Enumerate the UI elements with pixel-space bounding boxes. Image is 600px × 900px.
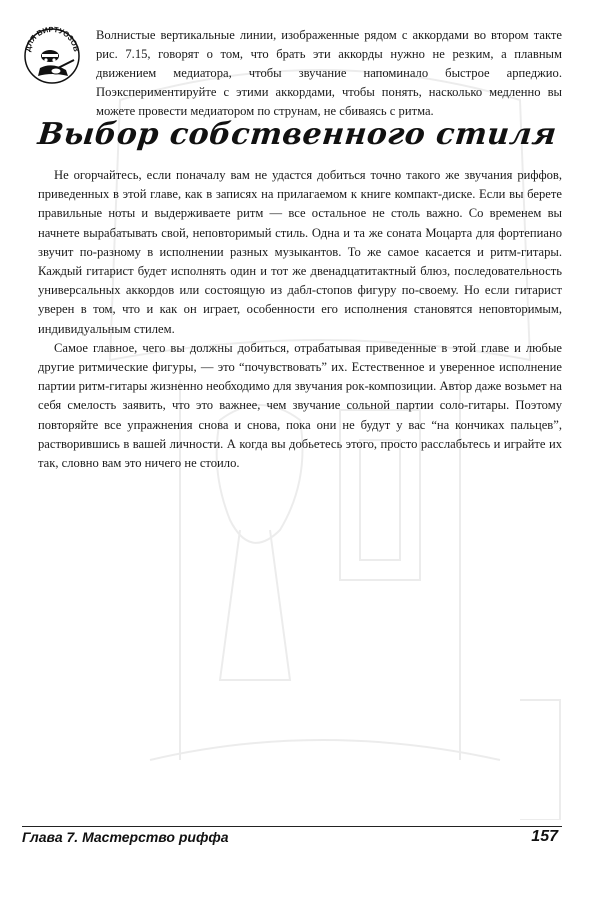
footer-chapter-title: Глава 7. Мастерство риффа [22,829,229,845]
section-title: Выбор собственного стиля [36,117,559,152]
body-paragraph: Самое главное, чего вы должны добиться, отрабатывая приведенные в этой главе и любые другие ритмические фигуры, — это “почувствовать” их. Естественное и уверенное исполнение партии ритм-гитары жизненно необходимо для звучания рок-композиции. Автор даже возьмет на себя смелость заявить, что это важнее, чем звучание сольной партии соло-гитары. Поэтому повторяйте все упражнения снова и снова, пока они не будут у вас “на кончиках пальцев”, растворившись в вашей личности. А когда вы добьетесь этого, просто расслабьтесь и играйте их так, словно вам это ничего не стоило. [38,340,562,471]
badge-label: ДЛЯ ВИРТУОЗОВ [23,24,81,53]
body-text [38,166,562,473]
footer-rule [22,826,562,827]
note-text: Волнистые вертикальные линии, изображенные рядом с аккордами во втором такте рис. 7.15, говорят о том, что брать эти аккорды нужно не резким, а плавным движением медиатора, чтобы звучание напоминало быстрое арпеджио. Поэкспериментируйте с этими аккордами, чтобы понять, насколько медленно вы можете провести медиатором по струнам, не сбиваясь с ритма. [96,28,562,118]
virtuoso-badge-icon [22,24,82,86]
sidebar-note [96,26,562,121]
page-number: 157 [531,828,558,845]
body-paragraph: Не огорчайтесь, если поначалу вам не удастся добиться точно такого же звучания риффов, приведенных в этой главе, как в записях на прилагаемом к книге компакт-диске. Если вы берете правильные ноты и выдерживаете ритм — все остальное не столь важно. Со временем вы начнете вырабатывать свой, неповторимый стиль. Одна и та же соната Моцарта для фортепиано звучит по-разному в исполнении разных музыкантов. То же самое касается и ритм-гитары. Каждый гитарист будет исполнять один и тот же двенадцатитактный блюз, последовательность универсальных аккордов или состоящую из дабл-стопов фигуру по-своему. Но если гитарист уверен в том, что и как он играет, особенности его исполнения становятся неповторимым, индивидуальным стилем. [38,168,562,336]
